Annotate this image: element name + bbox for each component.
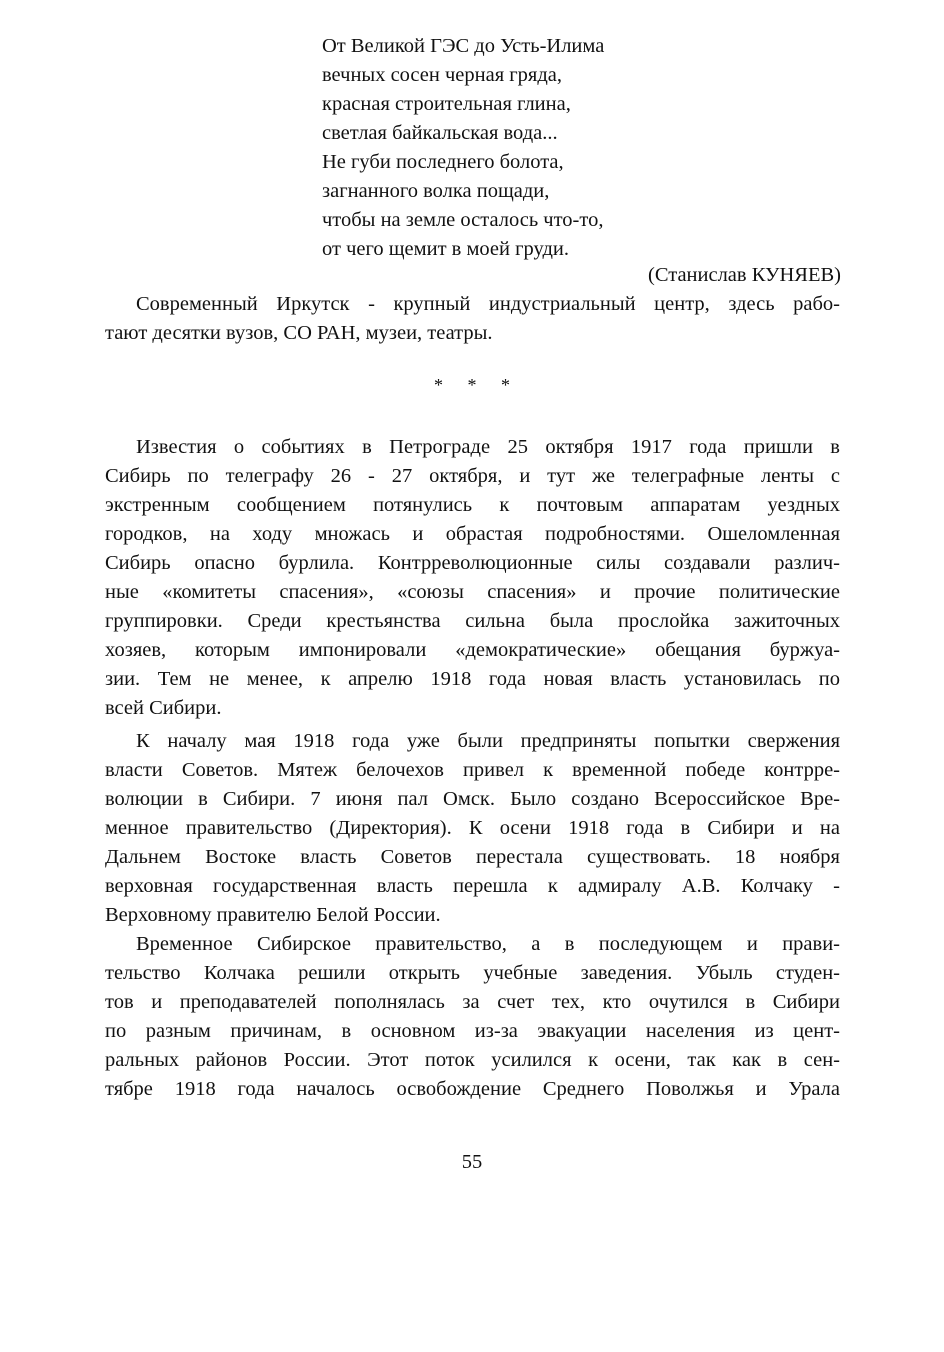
poem-line: Не губи последнего болота, xyxy=(322,151,564,173)
text-line: Временное Сибирское правительство, а в последующем и прави- xyxy=(136,933,840,955)
section-separator: * * * xyxy=(434,375,520,395)
text-line: экстренным сообщением потянулись к почтовым аппаратам уездных xyxy=(105,494,840,516)
text-line: ральных районов России. Этот поток усилился к осени, так как в сен- xyxy=(105,1049,840,1071)
paragraph-2 xyxy=(105,727,840,930)
text-line: группировки. Среди крестьянства сильна была прослойка зажиточных xyxy=(105,610,840,632)
text-line: верховная государственная власть перешла к адмиралу А.В. Колчаку - xyxy=(105,875,840,897)
paragraph-1 xyxy=(105,433,840,723)
poem-line: вечных сосен черная гряда, xyxy=(322,64,563,86)
poem-line: красная строительная глина, xyxy=(322,93,571,115)
poem-line: от чего щемит в моей груди. xyxy=(322,238,570,260)
text-line: всей Сибири. xyxy=(105,697,222,719)
text-line: Известия о событиях в Петрограде 25 октября 1917 года пришли в xyxy=(136,436,840,458)
text-line: тельство Колчака решили открыть учебные заведения. Убыль студен- xyxy=(105,962,840,984)
poem-epigraph xyxy=(322,32,842,264)
poem-line: От Великой ГЭС до Усть-Илима xyxy=(322,35,605,57)
poem-line: светлая байкальская вода... xyxy=(322,122,558,144)
text-line: К началу мая 1918 года уже были предприняты попытки свержения xyxy=(136,730,840,752)
text-line: Сибирь по телеграфу 26 - 27 октября, и тут же телеграфные ленты с xyxy=(105,465,840,487)
poem-line: загнанного волка пощади, xyxy=(322,180,550,202)
text-line: Дальнем Востоке власть Советов перестала существовать. 18 ноября xyxy=(105,846,840,868)
text-line: Современный Иркутск - крупный индустриальный центр, здесь рабо- xyxy=(136,293,840,315)
text-line: ные «комитеты спасения», «союзы спасения» и прочие политические xyxy=(105,581,840,603)
text-line: власти Советов. Мятеж белочехов привел к временной победе контрре- xyxy=(105,759,840,781)
text-line: городков, на ходу множась и обрастая подробностями. Ошеломленная xyxy=(105,523,840,545)
text-line: менное правительство (Директория). К осени 1918 года в Сибири и на xyxy=(105,817,840,839)
text-line: волюции в Сибири. 7 июня пал Омск. Было создано Всероссийское Вре- xyxy=(105,788,840,810)
text-line: хозяев, которым импонировали «демократические» обещания буржуа- xyxy=(105,639,840,661)
paragraph-intro xyxy=(105,290,840,348)
page-number: 55 xyxy=(461,1151,483,1173)
text-line: тов и преподавателей пополнялась за счет тех, кто очутился в Сибири xyxy=(105,991,840,1013)
poem-attribution: (Станислав КУНЯЕВ) xyxy=(648,264,841,286)
text-line: Верховному правителю Белой России. xyxy=(105,904,441,926)
poem-line: чтобы на земле осталось что-то, xyxy=(322,209,604,231)
paragraph-3 xyxy=(105,930,840,1104)
text-line: зии. Тем не менее, к апрелю 1918 года новая власть установилась по xyxy=(105,668,840,690)
text-line: по разным причинам, в основном из-за эвакуации населения из цент- xyxy=(105,1020,840,1042)
text-line: Сибирь опасно бурлила. Контрреволюционные силы создавали различ- xyxy=(105,552,840,574)
text-line: тябре 1918 года началось освобождение Среднего Поволжья и Урала xyxy=(105,1078,840,1100)
text-line: тают десятки вузов, СО РАН, музеи, театры. xyxy=(105,322,493,344)
